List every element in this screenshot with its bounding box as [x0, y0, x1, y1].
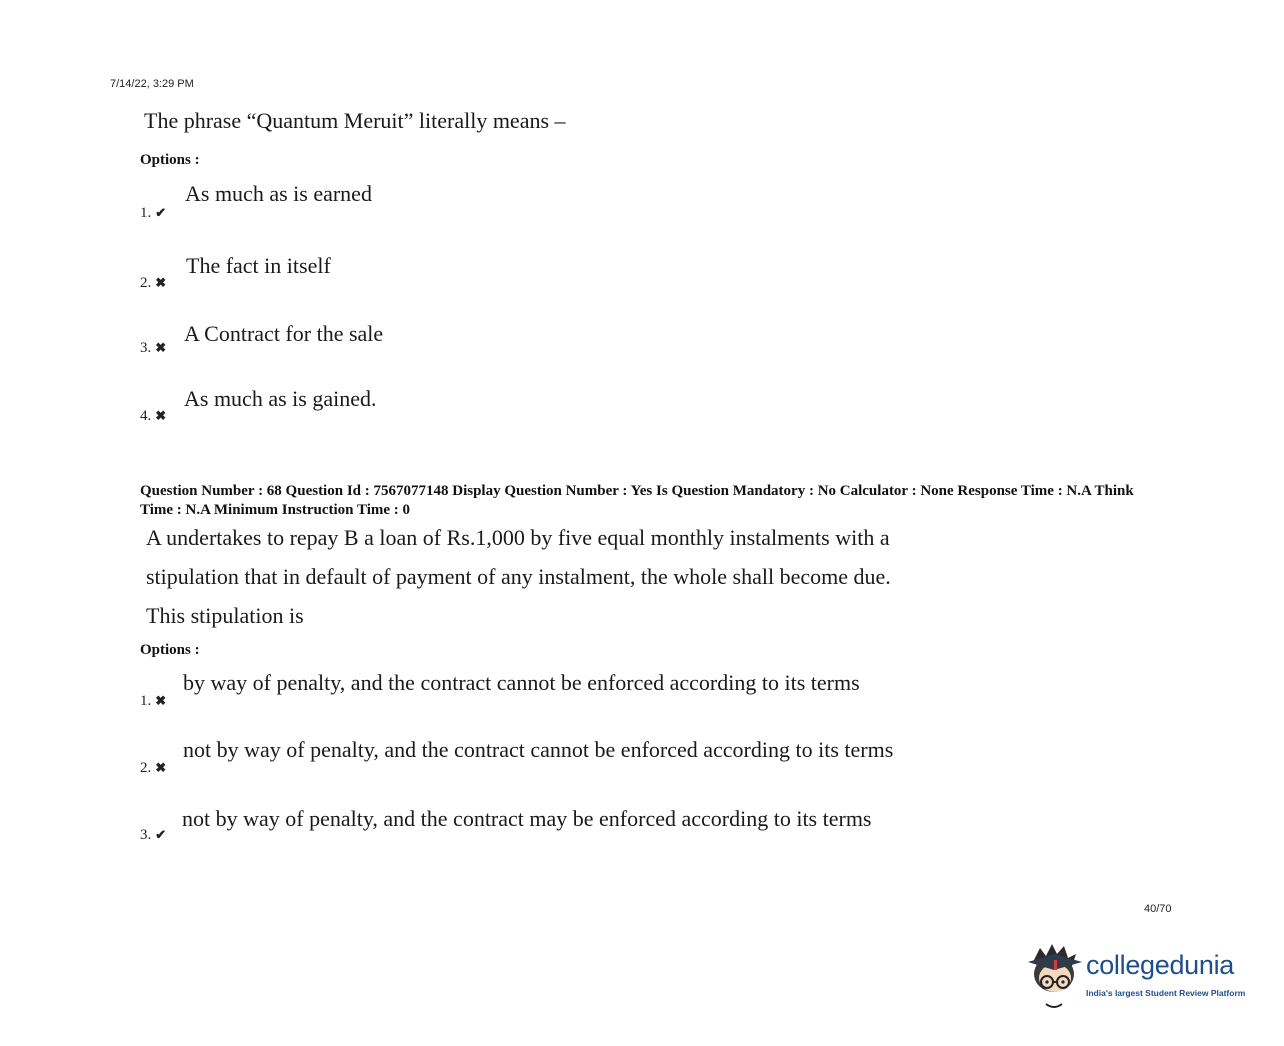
option-text: As much as is gained. [184, 386, 377, 411]
page-number: 40/70 [1144, 903, 1172, 915]
question-2-line-1: A undertakes to repay B a loan of Rs.1,000 by five equal monthly instalments with a [146, 525, 890, 550]
cross-icon: ✖ [155, 408, 167, 423]
cross-icon: ✖ [155, 275, 167, 290]
cross-icon: ✖ [155, 760, 167, 775]
option-text: A Contract for the sale [184, 321, 384, 346]
option-text: As much as is earned [185, 181, 372, 206]
option-number: 2. ✖ [140, 760, 169, 777]
question-2-line-3: This stipulation is [146, 603, 304, 628]
option-text: The fact in itself [186, 253, 331, 278]
question-2-line-2: stipulation that in default of payment of any instalment, the whole shall become due. [146, 564, 891, 589]
option-number: 3. ✔ [140, 827, 169, 844]
check-icon: ✔ [155, 205, 167, 220]
question-1-text: The phrase “Quantum Meruit” literally means – [144, 108, 566, 133]
question-2-meta: Question Number : 68 Question Id : 7567077148 Display Question Number : Yes Is Question Mandatory : No Calculator : None Response Time : N.A Think Time : N.A Minimum Instruction Time : 0 [140, 483, 1134, 518]
option-text: by way of penalty, and the contract cannot be enforced according to its terms [183, 670, 860, 695]
logo-brand: collegedunia [1086, 950, 1235, 980]
question-1-options-label: Options : [140, 152, 200, 168]
timestamp: 7/14/22, 3:29 PM [110, 78, 194, 90]
collegedunia-logo [1024, 938, 1264, 1010]
cross-icon: ✖ [155, 340, 167, 355]
option-number: 4. ✖ [140, 408, 169, 425]
option-number: 1. ✔ [140, 205, 169, 222]
option-number: 3. ✖ [140, 340, 169, 357]
logo-tagline: India's largest Student Review Platform [1086, 988, 1246, 998]
mascot-icon [1024, 938, 1086, 1010]
option-number: 1. ✖ [140, 693, 169, 710]
option-text: not by way of penalty, and the contract may be enforced according to its terms [182, 806, 872, 831]
option-text: not by way of penalty, and the contract cannot be enforced according to its terms [183, 737, 894, 762]
question-2-options-label: Options : [140, 642, 200, 658]
check-icon: ✔ [155, 827, 167, 842]
cross-icon: ✖ [155, 693, 167, 708]
option-number: 2. ✖ [140, 275, 169, 292]
